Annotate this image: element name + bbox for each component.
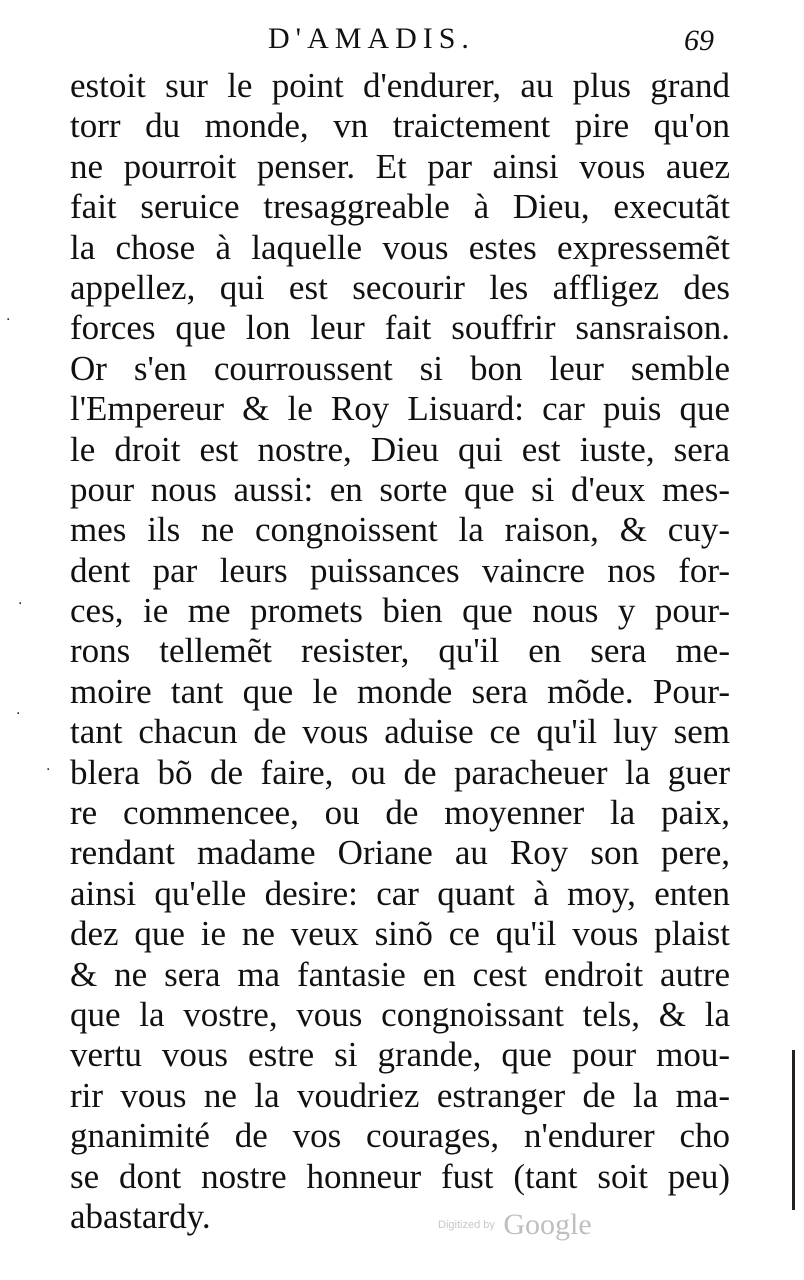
text-line: la chose à laquelle vous estes expressemẽt xyxy=(70,227,730,267)
margin-speck: · xyxy=(18,596,23,612)
scan-edge-shadow xyxy=(792,1050,795,1210)
text-line: rendant madame Oriane au Roy son pere, xyxy=(70,833,730,873)
text-line: Or s'en courroussent si bon leur semble xyxy=(70,348,730,388)
text-line: moire tant que le monde sera mõde. Pour- xyxy=(70,671,730,711)
text-line: dent par leurs puissances vaincre nos for- xyxy=(70,550,730,590)
watermark-prefix: Digitized by xyxy=(438,1219,495,1231)
text-line: rir vous ne la voudriez estranger de la ma- xyxy=(70,1075,730,1115)
margin-speck: · xyxy=(46,762,51,778)
text-line: vertu vous estre si grande, que pour mou- xyxy=(70,1035,730,1075)
running-title: D'AMADIS. xyxy=(268,22,475,55)
margin-speck: · xyxy=(6,312,11,328)
text-line: ne pourroit penser. Et par ainsi vous auez xyxy=(70,146,730,186)
text-line: rons tellemẽt resister, qu'il en sera me- xyxy=(70,631,730,671)
text-line: fait seruice tresaggreable à Dieu, executãt xyxy=(70,187,730,227)
text-line: & ne sera ma fantasie en cest endroit autre xyxy=(70,954,730,994)
text-line: dez que ie ne veux sinõ ce qu'il vous plaist xyxy=(70,914,730,954)
text-line: mes ils ne congnoissent la raison, & cuy- xyxy=(70,510,730,550)
watermark-brand: Google xyxy=(503,1208,592,1241)
text-line: tant chacun de vous aduise ce qu'il luy sem xyxy=(70,712,730,752)
text-line: re commencee, ou de moyenner la paix, xyxy=(70,793,730,833)
text-line: appellez, qui est secourir les affligez des xyxy=(70,267,730,307)
text-line: ces, ie me promets bien que nous y pour- xyxy=(70,591,730,631)
text-line: l'Empereur & le Roy Lisuard: car puis que xyxy=(70,389,730,429)
text-line: blera bõ de faire, ou de paracheuer la guer xyxy=(70,752,730,792)
text-line: que la vostre, vous congnoissant tels, & la xyxy=(70,994,730,1034)
text-line: se dont nostre honneur fust (tant soit peu) xyxy=(70,1156,730,1196)
text-line: ainsi qu'elle desire: car quant à moy, enten xyxy=(70,873,730,913)
margin-speck: · xyxy=(16,706,21,722)
text-line: gnanimité de vos courages, n'endurer cho xyxy=(70,1116,730,1156)
text-line: estoit sur le point d'endurer, au plus grand xyxy=(70,66,730,105)
page-number: 69 xyxy=(684,24,714,57)
text-line: forces que lon leur fait souffrir sansraison. xyxy=(70,308,730,348)
digitization-watermark xyxy=(438,1208,592,1242)
body-text xyxy=(70,66,730,1237)
text-line: torr du monde, vn traictement pire qu'on xyxy=(70,106,730,146)
text-line: abastardy. xyxy=(70,1196,211,1236)
text-line: pour nous aussi: en sorte que si d'eux mes- xyxy=(70,469,730,509)
text-line: le droit est nostre, Dieu qui est iuste, sera xyxy=(70,429,730,469)
